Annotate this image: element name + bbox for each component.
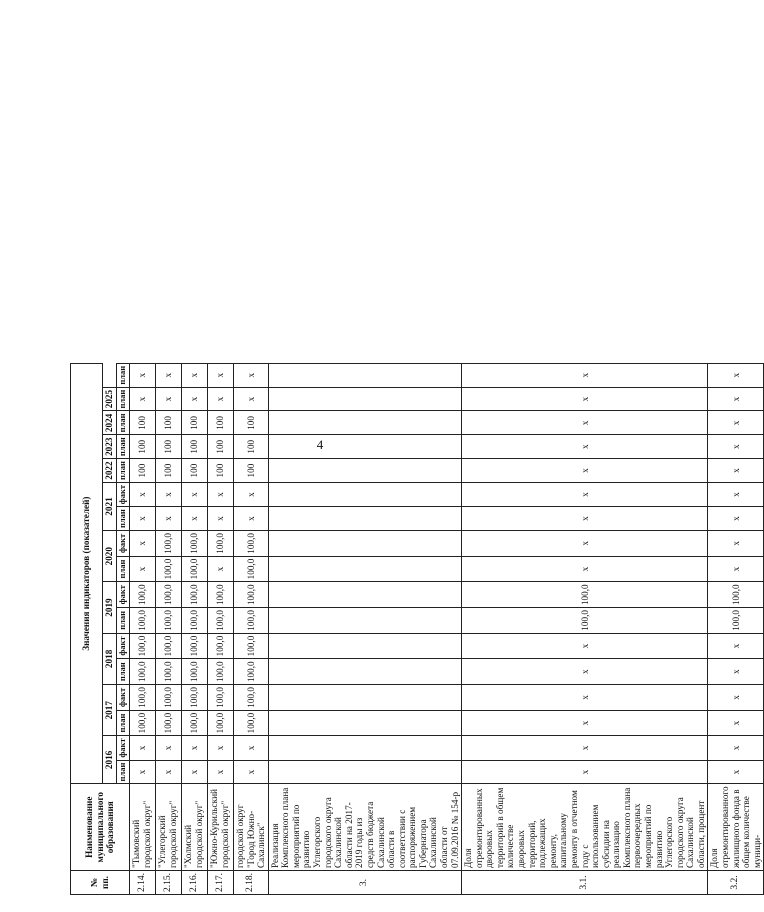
value-cell: 100,0 — [462, 608, 708, 634]
value-cell: х — [462, 659, 708, 685]
header-year: 2020 — [103, 531, 117, 582]
value-cell — [268, 556, 461, 582]
value-cell: х — [156, 387, 182, 411]
header-values: Значения индикаторов (показателей) — [71, 363, 103, 784]
value-cell: 100,0 — [708, 582, 764, 608]
value-cell: 100,0 — [182, 710, 208, 736]
value-cell: х — [208, 507, 234, 531]
value-cell: 100,0 — [182, 608, 208, 634]
value-cell — [268, 507, 461, 531]
value-cell: 100,0 — [182, 531, 208, 557]
value-cell: 100 — [156, 459, 182, 483]
value-cell: 100,0 — [156, 556, 182, 582]
value-cell: х — [130, 387, 156, 411]
header-year: 2018 — [103, 633, 117, 684]
row-name: Доля отремонтированных дворовых территорий в общем количестве дворовых территорий, подлежащих ремонту, капитальному ремонту в отчетном году с использованием субсидии на реализацию Комплексного плана первоочередных мероприятий по развитию Углегорского городского округа Сахалинской области, процент — [462, 784, 708, 871]
row-name: городской округ "Город Южно-Сахалинск" — [234, 784, 269, 871]
value-cell: х — [708, 387, 764, 411]
header-plan: план — [117, 387, 130, 411]
value-cell: х — [462, 633, 708, 659]
value-cell: 100,0 — [156, 685, 182, 711]
value-cell: 100,0 — [156, 531, 182, 557]
value-cell: 100 — [208, 411, 234, 435]
value-cell: х — [130, 531, 156, 557]
header-fact: факт — [117, 482, 130, 506]
value-cell: 100 — [130, 411, 156, 435]
table-row — [156, 363, 182, 894]
value-cell: х — [182, 507, 208, 531]
row-name: "Тымовский городской округ" — [130, 784, 156, 871]
value-cell: х — [130, 760, 156, 784]
header-fact: факт — [117, 582, 130, 608]
value-cell: х — [708, 659, 764, 685]
value-cell: 100,0 — [234, 710, 269, 736]
indicators-table — [70, 363, 764, 895]
value-cell: х — [708, 411, 764, 435]
value-cell: 100,0 — [234, 659, 269, 685]
value-cell: 100,0 — [208, 531, 234, 557]
value-cell: 100,0 — [130, 608, 156, 634]
value-cell: 100 — [234, 435, 269, 459]
value-cell: х — [182, 760, 208, 784]
value-cell: 100,0 — [182, 659, 208, 685]
value-cell: 100,0 — [130, 710, 156, 736]
value-cell: х — [462, 387, 708, 411]
value-cell: 100 — [156, 411, 182, 435]
value-cell: х — [462, 482, 708, 506]
header-plan: план — [117, 411, 130, 435]
header-row — [71, 363, 103, 894]
value-cell: 100 — [182, 435, 208, 459]
value-cell: 100 — [234, 411, 269, 435]
value-cell: х — [130, 736, 156, 760]
value-cell: х — [156, 760, 182, 784]
header-year: 2023 — [103, 435, 117, 459]
value-cell — [268, 363, 461, 387]
value-cell: х — [708, 710, 764, 736]
value-cell: 100,0 — [208, 710, 234, 736]
page-number: 4 — [316, 437, 324, 452]
value-cell — [268, 685, 461, 711]
value-cell — [268, 633, 461, 659]
header-year: 2017 — [103, 685, 117, 736]
value-cell — [268, 435, 461, 459]
header-plan: план — [117, 710, 130, 736]
value-cell: 100,0 — [234, 582, 269, 608]
value-cell: х — [234, 387, 269, 411]
value-cell: 100 — [130, 435, 156, 459]
value-cell: х — [462, 556, 708, 582]
value-cell: х — [462, 760, 708, 784]
value-cell: х — [462, 736, 708, 760]
value-cell: 100,0 — [234, 556, 269, 582]
value-cell: х — [208, 482, 234, 506]
value-cell — [268, 582, 461, 608]
header-year: 2019 — [103, 582, 117, 633]
row-number: 3. — [268, 871, 461, 895]
value-cell: 100 — [208, 435, 234, 459]
value-cell: х — [708, 760, 764, 784]
value-cell: 100,0 — [708, 608, 764, 634]
value-cell: 100,0 — [130, 582, 156, 608]
value-cell: 100 — [234, 459, 269, 483]
value-cell: х — [462, 435, 708, 459]
row-name: Доля отремонтированного жилищного фонда в общем количестве муници- — [708, 784, 764, 871]
header-year: 2025 — [103, 387, 117, 411]
value-cell — [268, 411, 461, 435]
value-cell: 100,0 — [156, 633, 182, 659]
value-cell: 100,0 — [130, 659, 156, 685]
header-year: 2024 — [103, 411, 117, 435]
header-year: 2016 — [103, 736, 117, 784]
table-row — [234, 363, 269, 894]
value-cell: х — [708, 685, 764, 711]
header-plan: план — [117, 363, 130, 387]
header-fact: факт — [117, 685, 130, 711]
row-number: 2.17. — [208, 871, 234, 895]
row-number: 3.2. — [708, 871, 764, 895]
row-name: "Холмский городской округ" — [182, 784, 208, 871]
value-cell: х — [130, 363, 156, 387]
value-cell: х — [182, 387, 208, 411]
header-year: 2021 — [103, 482, 117, 530]
row-number: 2.18. — [234, 871, 269, 895]
row-number: 2.14. — [130, 871, 156, 895]
value-cell: 100,0 — [234, 685, 269, 711]
value-cell: 100,0 — [208, 659, 234, 685]
table-row — [182, 363, 208, 894]
value-cell: х — [708, 736, 764, 760]
value-cell: х — [708, 531, 764, 557]
value-cell — [268, 531, 461, 557]
value-cell: х — [208, 387, 234, 411]
value-cell — [268, 608, 461, 634]
value-cell — [268, 736, 461, 760]
value-cell: х — [182, 482, 208, 506]
value-cell: 100,0 — [462, 582, 708, 608]
value-cell: х — [130, 482, 156, 506]
value-cell: 100,0 — [234, 633, 269, 659]
value-cell: х — [234, 363, 269, 387]
table-row — [708, 363, 764, 894]
value-cell: 100,0 — [156, 582, 182, 608]
row-number: 3.1. — [462, 871, 708, 895]
value-cell — [268, 760, 461, 784]
value-cell: х — [462, 685, 708, 711]
table-row — [462, 363, 708, 894]
value-cell: х — [156, 507, 182, 531]
value-cell: х — [156, 482, 182, 506]
value-cell: х — [234, 507, 269, 531]
value-cell — [268, 387, 461, 411]
header-plan: план — [117, 435, 130, 459]
table-row — [268, 363, 461, 894]
value-cell: 100,0 — [234, 608, 269, 634]
value-cell: х — [208, 556, 234, 582]
row-name: "Углегорский городской округ" — [156, 784, 182, 871]
value-cell: х — [182, 363, 208, 387]
row-name: "Южно-Курильский городской округ" — [208, 784, 234, 871]
value-cell: 100,0 — [182, 582, 208, 608]
value-cell — [268, 459, 461, 483]
value-cell: х — [156, 736, 182, 760]
table-row — [130, 363, 156, 894]
header-plan: план — [117, 760, 130, 784]
header-year: 2022 — [103, 459, 117, 483]
value-cell: х — [156, 363, 182, 387]
header-plan: план — [117, 459, 130, 483]
value-cell: х — [208, 363, 234, 387]
value-cell — [268, 482, 461, 506]
value-cell: х — [130, 507, 156, 531]
value-cell: 100,0 — [130, 633, 156, 659]
value-cell: х — [462, 411, 708, 435]
value-cell: х — [234, 482, 269, 506]
header-plan: план — [117, 507, 130, 531]
value-cell: 100 — [182, 411, 208, 435]
value-cell: х — [234, 760, 269, 784]
row-name: Реализация Комплексного плана мероприятий по развитию Углегорского городского округа Сахалинской области на 2017-2019 годы из средств бюджета Сахалинской области в соответствии с распоряжением Губернатора Сахалинской области от 07.09.2016 № 154-р — [268, 784, 461, 871]
value-cell — [268, 710, 461, 736]
value-cell: х — [182, 736, 208, 760]
value-cell: х — [708, 482, 764, 506]
value-cell: х — [234, 736, 269, 760]
value-cell: х — [208, 760, 234, 784]
value-cell: х — [708, 459, 764, 483]
header-num: № пп. — [71, 871, 130, 895]
value-cell: 100,0 — [156, 710, 182, 736]
header-plan: план — [117, 556, 130, 582]
value-cell: х — [708, 633, 764, 659]
value-cell: х — [708, 507, 764, 531]
value-cell — [268, 659, 461, 685]
value-cell: х — [462, 710, 708, 736]
value-cell: 100,0 — [130, 685, 156, 711]
value-cell: х — [208, 736, 234, 760]
row-number: 2.16. — [182, 871, 208, 895]
value-cell: 100,0 — [208, 608, 234, 634]
header-plan: план — [117, 608, 130, 634]
value-cell: 100,0 — [182, 556, 208, 582]
value-cell: х — [462, 363, 708, 387]
value-cell: 100,0 — [156, 659, 182, 685]
table-row — [208, 363, 234, 894]
header-plan: план — [117, 659, 130, 685]
value-cell: х — [130, 556, 156, 582]
header-name: Наименование муниципального образования — [71, 784, 130, 871]
header-fact: факт — [117, 531, 130, 557]
value-cell: 100,0 — [182, 685, 208, 711]
value-cell: 100,0 — [234, 531, 269, 557]
value-cell: 100,0 — [182, 633, 208, 659]
value-cell: 100 — [130, 459, 156, 483]
value-cell: х — [708, 556, 764, 582]
value-cell: 100 — [182, 459, 208, 483]
value-cell: х — [462, 459, 708, 483]
value-cell: 100,0 — [208, 685, 234, 711]
value-cell: х — [462, 531, 708, 557]
value-cell: 100 — [156, 435, 182, 459]
value-cell: х — [708, 363, 764, 387]
value-cell: 100 — [208, 459, 234, 483]
value-cell: 100,0 — [208, 633, 234, 659]
row-number: 2.15. — [156, 871, 182, 895]
header-fact: факт — [117, 633, 130, 659]
value-cell: х — [462, 507, 708, 531]
value-cell: 100,0 — [156, 608, 182, 634]
value-cell: х — [708, 435, 764, 459]
header-fact: факт — [117, 736, 130, 760]
value-cell: 100,0 — [208, 582, 234, 608]
